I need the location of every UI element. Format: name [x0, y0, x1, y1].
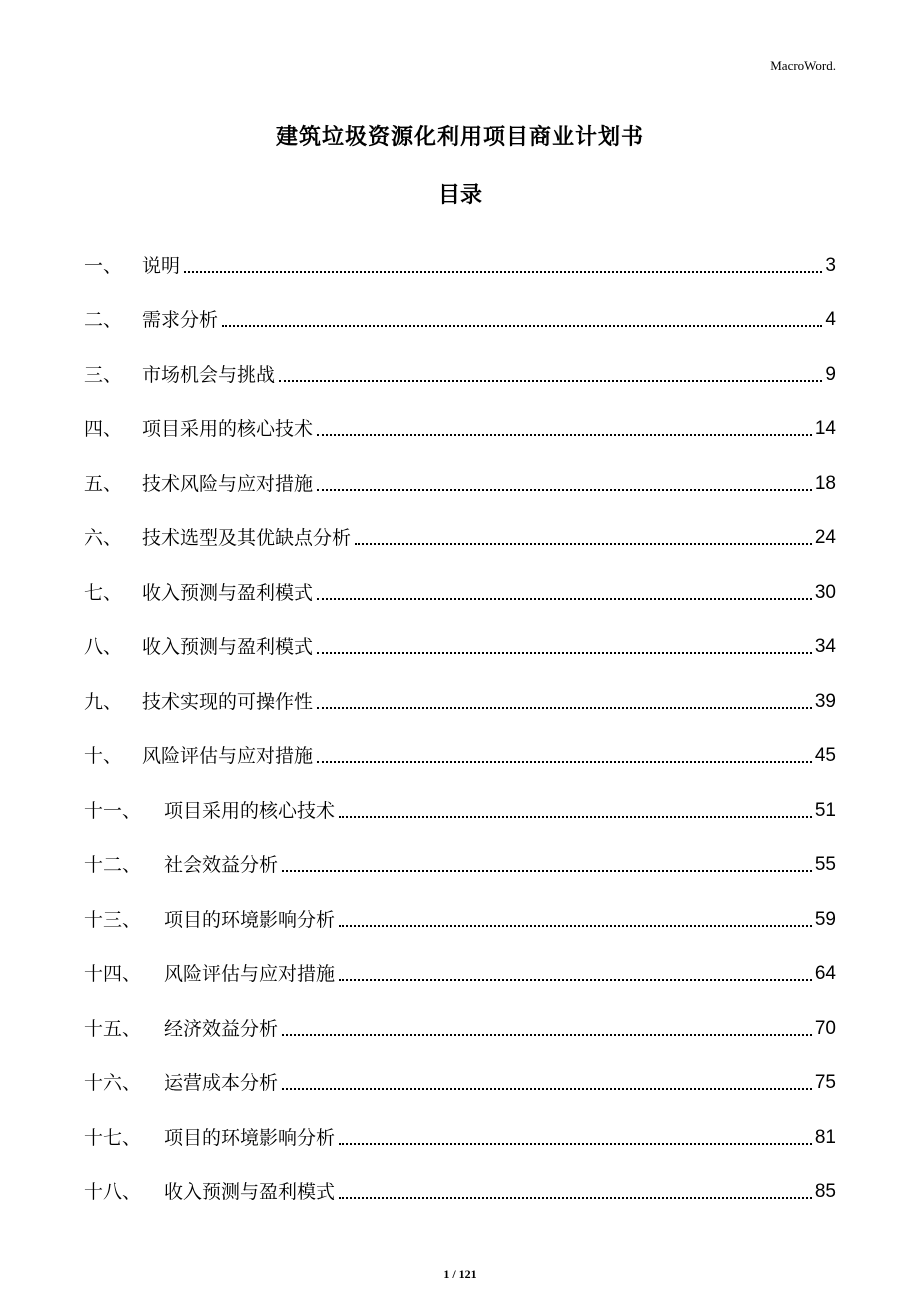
toc-entry-number: 二、	[84, 309, 123, 331]
toc-entry-page: 18	[814, 472, 836, 494]
toc-heading: 目录	[437, 183, 482, 208]
toc-dot-leader	[222, 324, 822, 327]
toc-entry-page: 75	[814, 1072, 836, 1093]
toc-dot-leader	[339, 978, 812, 981]
toc-entry[interactable]	[84, 777, 836, 832]
toc-entry[interactable]	[84, 832, 836, 887]
toc-entry-number: 十一、	[84, 799, 142, 822]
toc-entry-number: 九、	[84, 690, 123, 713]
toc-entry-label: 技术实现的可操作性	[142, 690, 314, 713]
toc-dot-leader	[317, 488, 812, 491]
toc-dot-leader	[317, 433, 812, 436]
toc-entry-number: 八、	[84, 636, 123, 658]
toc-dot-leader	[339, 1196, 812, 1199]
toc-entry-page: 81	[814, 1126, 836, 1148]
toc-entry[interactable]	[84, 886, 836, 941]
toc-entry-label: 社会效益分析	[164, 854, 279, 876]
toc-entry-page: 24	[814, 527, 836, 548]
toc-entry-label: 项目采用的核心技术	[142, 418, 314, 440]
toc-entry-number: 十六、	[84, 1072, 142, 1094]
toc-entry-page: 14	[814, 418, 836, 439]
toc-entry-number: 十二、	[84, 854, 142, 876]
toc-entry[interactable]	[84, 559, 836, 614]
toc-entry-number: 四、	[84, 418, 123, 440]
toc-entry-number: 十八、	[84, 1181, 142, 1203]
toc-entry-label: 收入预测与盈利模式	[164, 1181, 336, 1203]
toc-entry-label: 运营成本分析	[164, 1072, 279, 1094]
toc-dot-leader	[317, 706, 812, 709]
toc-dot-leader	[317, 760, 812, 763]
toc-entry-page: 64	[814, 963, 836, 984]
toc-dot-leader	[317, 651, 812, 654]
toc-entry-page: 4	[825, 309, 836, 330]
toc-entry-label: 项目的环境影响分析	[164, 1126, 336, 1149]
toc-entry-label: 需求分析	[142, 309, 219, 331]
toc-dot-leader	[279, 379, 822, 382]
toc-entry-label: 技术风险与应对措施	[142, 472, 314, 495]
toc-entry[interactable]	[84, 995, 836, 1050]
toc-entry-label: 说明	[142, 254, 181, 277]
toc-entry-number: 七、	[84, 581, 123, 604]
toc-entry[interactable]	[84, 614, 836, 669]
toc-entry-label: 技术选型及其优缺点分析	[142, 527, 352, 549]
toc-entry-number: 三、	[84, 363, 123, 386]
toc-entry-page: 30	[814, 581, 836, 603]
toc-entry-label: 项目的环境影响分析	[164, 908, 336, 931]
toc-entry-number: 一、	[84, 254, 123, 277]
toc-entry-label: 市场机会与挑战	[142, 363, 276, 386]
toc-entry-label: 收入预测与盈利模式	[142, 581, 314, 604]
toc-entry-number: 十三、	[84, 908, 142, 931]
toc-entry-label: 项目采用的核心技术	[164, 799, 336, 822]
toc-entry-page: 51	[814, 799, 836, 821]
page-indicator: 1 / 121	[443, 1267, 477, 1281]
toc-entry[interactable]	[84, 1159, 836, 1214]
toc-entry-page: 59	[814, 908, 836, 930]
table-of-contents	[84, 232, 836, 1213]
toc-entry-number: 十四、	[84, 963, 142, 985]
toc-entry-number: 十、	[84, 745, 123, 767]
toc-entry[interactable]	[84, 723, 836, 778]
toc-dot-leader	[282, 869, 812, 872]
toc-dot-leader	[339, 815, 812, 818]
toc-entry-label: 收入预测与盈利模式	[142, 636, 314, 658]
toc-entry[interactable]	[84, 668, 836, 723]
toc-entry-page: 9	[825, 363, 836, 385]
toc-entry[interactable]	[84, 341, 836, 396]
toc-entry-number: 十五、	[84, 1017, 142, 1040]
toc-entry[interactable]	[84, 287, 836, 342]
toc-entry-page: 85	[814, 1181, 836, 1202]
toc-entry[interactable]	[84, 941, 836, 996]
toc-entry-page: 70	[814, 1017, 836, 1039]
toc-dot-leader	[339, 924, 812, 927]
toc-dot-leader	[282, 1033, 812, 1036]
toc-entry[interactable]	[84, 450, 836, 505]
toc-dot-leader	[355, 542, 812, 545]
document-title: 建筑垃圾资源化利用项目商业计划书	[275, 125, 644, 150]
toc-dot-leader	[317, 597, 812, 600]
toc-entry-page: 34	[814, 636, 836, 657]
toc-dot-leader	[184, 270, 822, 273]
toc-entry[interactable]	[84, 1050, 836, 1105]
toc-entry-number: 六、	[84, 527, 123, 549]
header-brand: MacroWord.	[770, 58, 836, 73]
toc-entry-number: 十七、	[84, 1126, 142, 1149]
toc-entry-page: 55	[814, 854, 836, 875]
toc-entry-page: 45	[814, 745, 836, 766]
toc-entry-label: 风险评估与应对措施	[164, 963, 336, 985]
toc-entry-page: 39	[814, 690, 836, 712]
toc-entry[interactable]	[84, 232, 836, 287]
toc-entry[interactable]	[84, 505, 836, 560]
toc-entry[interactable]	[84, 1104, 836, 1159]
toc-entry-label: 风险评估与应对措施	[142, 745, 314, 767]
toc-entry-page: 3	[825, 254, 836, 276]
toc-entry-number: 五、	[84, 472, 123, 495]
toc-dot-leader	[339, 1142, 812, 1145]
toc-entry-label: 经济效益分析	[164, 1017, 279, 1040]
toc-entry[interactable]	[84, 396, 836, 451]
toc-dot-leader	[282, 1087, 812, 1090]
